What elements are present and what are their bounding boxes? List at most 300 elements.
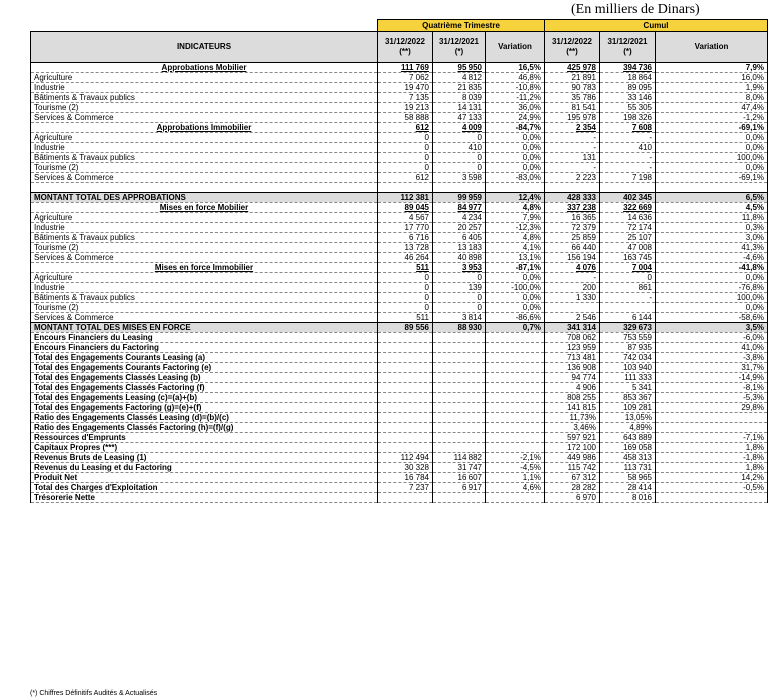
cell-value: 100,0% bbox=[656, 153, 768, 163]
cell-value: 3,5% bbox=[656, 323, 768, 333]
cell-value: 172 100 bbox=[545, 443, 600, 453]
cell-value: 7,9% bbox=[486, 213, 545, 223]
cell-value: 449 986 bbox=[545, 453, 600, 463]
cell-value: 4,89% bbox=[600, 423, 656, 433]
cell-value bbox=[600, 303, 656, 313]
table-row bbox=[31, 283, 768, 293]
cell-value bbox=[433, 393, 486, 403]
table-row bbox=[31, 343, 768, 353]
cell-value: -12,3% bbox=[486, 223, 545, 233]
cell-value bbox=[486, 393, 545, 403]
cell-value: -0,5% bbox=[656, 483, 768, 493]
cell-value bbox=[378, 363, 433, 373]
table-row bbox=[31, 83, 768, 93]
row-label: Mises en force Immobilier bbox=[31, 263, 378, 273]
cell-value: 0,0% bbox=[656, 273, 768, 283]
table-row bbox=[31, 373, 768, 383]
cell-value: 3,0% bbox=[656, 233, 768, 243]
cell-value: 643 889 bbox=[600, 433, 656, 443]
cell-value bbox=[486, 493, 545, 503]
cell-value bbox=[486, 373, 545, 383]
row-label: Trésorerie Nette bbox=[31, 493, 378, 503]
cell-value: 3 814 bbox=[433, 313, 486, 323]
cell-value bbox=[378, 333, 433, 343]
cell-value bbox=[656, 183, 768, 193]
cell-value bbox=[486, 383, 545, 393]
cell-value: - bbox=[600, 293, 656, 303]
cell-value bbox=[378, 493, 433, 503]
cell-value bbox=[600, 183, 656, 193]
cell-value bbox=[486, 423, 545, 433]
table-row bbox=[31, 393, 768, 403]
cell-value: 6 716 bbox=[378, 233, 433, 243]
cell-value: 16 607 bbox=[433, 473, 486, 483]
cell-value: 2 546 bbox=[545, 313, 600, 323]
cell-value: 7,9% bbox=[656, 63, 768, 73]
cell-value: 1,9% bbox=[656, 83, 768, 93]
cell-value: 114 882 bbox=[433, 453, 486, 463]
cell-value: 25 859 bbox=[545, 233, 600, 243]
cell-value: 0 bbox=[378, 163, 433, 173]
cell-value: -1,2% bbox=[656, 113, 768, 123]
cell-value: 394 736 bbox=[600, 63, 656, 73]
row-label: Total des Charges d'Exploitation bbox=[31, 483, 378, 493]
cell-value: 14 131 bbox=[433, 103, 486, 113]
cell-value bbox=[378, 383, 433, 393]
cell-value: 41,0% bbox=[656, 343, 768, 353]
cell-value: -5,3% bbox=[656, 393, 768, 403]
cell-value: -84,7% bbox=[486, 123, 545, 133]
row-label: Tourisme (2) bbox=[31, 103, 378, 113]
cell-value: 597 921 bbox=[545, 433, 600, 443]
cell-value: 24,9% bbox=[486, 113, 545, 123]
cell-value: 21 835 bbox=[433, 83, 486, 93]
cell-value: -6,0% bbox=[656, 333, 768, 343]
cell-value bbox=[486, 413, 545, 423]
cell-value: -76,8% bbox=[656, 283, 768, 293]
row-label: Total des Engagements Courants Factoring (e) bbox=[31, 363, 378, 373]
row-label: Services & Commerce bbox=[31, 253, 378, 263]
cell-value: 6,5% bbox=[656, 193, 768, 203]
table-row bbox=[31, 213, 768, 223]
table-row bbox=[31, 493, 768, 503]
cell-value: -58,6% bbox=[656, 313, 768, 323]
cell-value: 33 146 bbox=[600, 93, 656, 103]
cell-value: -8,1% bbox=[656, 383, 768, 393]
row-label: Bâtiments & Travaux publics bbox=[31, 293, 378, 303]
cell-value: 115 742 bbox=[545, 463, 600, 473]
cell-value: 0,3% bbox=[656, 223, 768, 233]
cell-value: -14,9% bbox=[656, 373, 768, 383]
cell-value: 198 326 bbox=[600, 113, 656, 123]
cell-value: 0,0% bbox=[486, 273, 545, 283]
unit-note: (En milliers de Dinars) bbox=[571, 2, 700, 17]
cell-value: 19 213 bbox=[378, 103, 433, 113]
table-body bbox=[31, 63, 768, 503]
row-label: Agriculture bbox=[31, 273, 378, 283]
cell-value: 4 567 bbox=[378, 213, 433, 223]
cell-value: 713 481 bbox=[545, 353, 600, 363]
row-label: Approbations Mobilier bbox=[31, 63, 378, 73]
cell-value: 12,4% bbox=[486, 193, 545, 203]
cell-value: 0 bbox=[378, 293, 433, 303]
cell-value: 16 365 bbox=[545, 213, 600, 223]
cell-value: 0 bbox=[433, 303, 486, 313]
cell-value bbox=[656, 413, 768, 423]
row-label: Bâtiments & Travaux publics bbox=[31, 153, 378, 163]
cell-value bbox=[486, 353, 545, 363]
group-header-q4: Quatrième Trimestre bbox=[378, 20, 545, 32]
cell-value: 742 034 bbox=[600, 353, 656, 363]
cell-value: 100,0% bbox=[656, 293, 768, 303]
row-label: Services & Commerce bbox=[31, 313, 378, 323]
table-row bbox=[31, 353, 768, 363]
cell-value: 4 812 bbox=[433, 73, 486, 83]
cell-value: 410 bbox=[433, 143, 486, 153]
cell-value bbox=[378, 393, 433, 403]
table-row bbox=[31, 123, 768, 133]
table-row bbox=[31, 193, 768, 203]
table-row bbox=[31, 93, 768, 103]
cell-value bbox=[433, 413, 486, 423]
cell-value bbox=[378, 433, 433, 443]
cell-value: 35 786 bbox=[545, 93, 600, 103]
cell-value: 0 bbox=[433, 273, 486, 283]
cell-value bbox=[433, 353, 486, 363]
table-row bbox=[31, 103, 768, 113]
cell-value: 7 237 bbox=[378, 483, 433, 493]
table-row bbox=[31, 473, 768, 483]
cell-value bbox=[545, 303, 600, 313]
header-blank bbox=[31, 20, 378, 32]
cell-value: 458 313 bbox=[600, 453, 656, 463]
cell-value: 87 935 bbox=[600, 343, 656, 353]
cell-value: 41,3% bbox=[656, 243, 768, 253]
cell-value: 58 965 bbox=[600, 473, 656, 483]
cell-value: 13,1% bbox=[486, 253, 545, 263]
cell-value: 6 917 bbox=[433, 483, 486, 493]
cell-value: 163 745 bbox=[600, 253, 656, 263]
cell-value: 139 bbox=[433, 283, 486, 293]
table-row bbox=[31, 153, 768, 163]
cell-value: 17 770 bbox=[378, 223, 433, 233]
cell-value: 16,0% bbox=[656, 73, 768, 83]
cell-value: 25 107 bbox=[600, 233, 656, 243]
cell-value: 4,5% bbox=[656, 203, 768, 213]
row-label: Total des Engagements Factoring (g)=(e)+(f) bbox=[31, 403, 378, 413]
cell-value: 341 314 bbox=[545, 323, 600, 333]
cell-value bbox=[656, 493, 768, 503]
table-row bbox=[31, 113, 768, 123]
cell-value: 3,46% bbox=[545, 423, 600, 433]
cell-value: -1,8% bbox=[656, 453, 768, 463]
table-row bbox=[31, 383, 768, 393]
cell-value: 95 950 bbox=[433, 63, 486, 73]
table-row bbox=[31, 173, 768, 183]
footnote: (*) Chiffres Définitifs Audités & Actualisés bbox=[30, 690, 158, 697]
row-label: Services & Commerce bbox=[31, 113, 378, 123]
cell-value: 47 008 bbox=[600, 243, 656, 253]
cell-value: 0,0% bbox=[486, 133, 545, 143]
table-row bbox=[31, 73, 768, 83]
row-label: MONTANT TOTAL DES MISES EN FORCE bbox=[31, 323, 378, 333]
cell-value: 0,0% bbox=[486, 153, 545, 163]
row-label: Agriculture bbox=[31, 213, 378, 223]
cell-value bbox=[486, 343, 545, 353]
cell-value: 31 747 bbox=[433, 463, 486, 473]
header-indicateurs: INDICATEURS bbox=[31, 32, 378, 63]
row-label: Total des Engagements Classés Factoring (f) bbox=[31, 383, 378, 393]
cell-value bbox=[433, 443, 486, 453]
table-row bbox=[31, 403, 768, 413]
row-label: Industrie bbox=[31, 83, 378, 93]
row-label: MONTANT TOTAL DES APPROBATIONS bbox=[31, 193, 378, 203]
table-row bbox=[31, 483, 768, 493]
cell-value: 4,1% bbox=[486, 243, 545, 253]
cell-value: 3 598 bbox=[433, 173, 486, 183]
cell-value: 7 004 bbox=[600, 263, 656, 273]
table-row bbox=[31, 243, 768, 253]
row-label: Services & Commerce bbox=[31, 173, 378, 183]
cell-value: 169 058 bbox=[600, 443, 656, 453]
table-row bbox=[31, 143, 768, 153]
cell-value: 337 238 bbox=[545, 203, 600, 213]
cell-value: 13,05% bbox=[600, 413, 656, 423]
cell-value: -10,8% bbox=[486, 83, 545, 93]
row-label: Revenus Bruts de Leasing (1) bbox=[31, 453, 378, 463]
row-label: Industrie bbox=[31, 223, 378, 233]
cell-value: 67 312 bbox=[545, 473, 600, 483]
cell-value: 0,0% bbox=[486, 293, 545, 303]
table-row bbox=[31, 163, 768, 173]
cell-value bbox=[486, 443, 545, 453]
cell-value: 7 198 bbox=[600, 173, 656, 183]
cell-value: 0,0% bbox=[656, 163, 768, 173]
cell-value: 113 731 bbox=[600, 463, 656, 473]
cell-value: 13 183 bbox=[433, 243, 486, 253]
cell-value: 141 815 bbox=[545, 403, 600, 413]
cell-value: 47,4% bbox=[656, 103, 768, 113]
cell-value: 84 977 bbox=[433, 203, 486, 213]
cell-value bbox=[378, 373, 433, 383]
cell-value: 5 341 bbox=[600, 383, 656, 393]
table-row bbox=[31, 303, 768, 313]
cell-value: 4,6% bbox=[486, 483, 545, 493]
cell-value: -4,5% bbox=[486, 463, 545, 473]
cell-value: - bbox=[600, 163, 656, 173]
cell-value: 11,73% bbox=[545, 413, 600, 423]
cell-value bbox=[378, 353, 433, 363]
table-row bbox=[31, 313, 768, 323]
cell-value: -2,1% bbox=[486, 453, 545, 463]
table-row bbox=[31, 453, 768, 463]
row-label: Encours Financiers du Leasing bbox=[31, 333, 378, 343]
cell-value: 29,8% bbox=[656, 403, 768, 413]
cell-value: 6 405 bbox=[433, 233, 486, 243]
row-label bbox=[31, 183, 378, 193]
cell-value: 708 062 bbox=[545, 333, 600, 343]
cell-value: 3 953 bbox=[433, 263, 486, 273]
cell-value: 195 978 bbox=[545, 113, 600, 123]
cell-value: - bbox=[545, 273, 600, 283]
cell-value: 410 bbox=[600, 143, 656, 153]
cell-value: 89 045 bbox=[378, 203, 433, 213]
row-label: Industrie bbox=[31, 143, 378, 153]
cell-value: 1 330 bbox=[545, 293, 600, 303]
cell-value: 1,1% bbox=[486, 473, 545, 483]
cell-value: 0,7% bbox=[486, 323, 545, 333]
cell-value bbox=[378, 423, 433, 433]
cell-value: 2 223 bbox=[545, 173, 600, 183]
indicators-table bbox=[30, 19, 768, 503]
cell-value: 7 062 bbox=[378, 73, 433, 83]
cell-value: 13 728 bbox=[378, 243, 433, 253]
cell-value bbox=[433, 333, 486, 343]
cell-value: 322 669 bbox=[600, 203, 656, 213]
cell-value bbox=[433, 383, 486, 393]
cell-value: 4 906 bbox=[545, 383, 600, 393]
table-row bbox=[31, 293, 768, 303]
table-row bbox=[31, 333, 768, 343]
cell-value: 90 783 bbox=[545, 83, 600, 93]
cell-value bbox=[433, 343, 486, 353]
cell-value: 0 bbox=[378, 283, 433, 293]
cell-value: 156 194 bbox=[545, 253, 600, 263]
cell-value: 66 440 bbox=[545, 243, 600, 253]
cell-value: 861 bbox=[600, 283, 656, 293]
cell-value: 1,8% bbox=[656, 463, 768, 473]
row-label: Bâtiments & Travaux publics bbox=[31, 233, 378, 243]
cell-value: 0 bbox=[433, 163, 486, 173]
cell-value bbox=[378, 413, 433, 423]
cell-value: 0 bbox=[600, 273, 656, 283]
cell-value: -4,6% bbox=[656, 253, 768, 263]
table-row bbox=[31, 443, 768, 453]
cell-value: 28 414 bbox=[600, 483, 656, 493]
cell-value: 112 494 bbox=[378, 453, 433, 463]
cell-value: 94 774 bbox=[545, 373, 600, 383]
cell-value bbox=[486, 183, 545, 193]
table-row bbox=[31, 63, 768, 73]
cell-value: 0 bbox=[378, 153, 433, 163]
cell-value: 853 367 bbox=[600, 393, 656, 403]
cell-value: 58 888 bbox=[378, 113, 433, 123]
cell-value: 55 305 bbox=[600, 103, 656, 113]
header-q4-variation: Variation bbox=[486, 32, 545, 63]
table-row bbox=[31, 413, 768, 423]
table-row bbox=[31, 273, 768, 283]
cell-value bbox=[433, 183, 486, 193]
row-label: Total des Engagements Leasing (c)=(a)+(b) bbox=[31, 393, 378, 403]
cell-value: 8 039 bbox=[433, 93, 486, 103]
table-row bbox=[31, 253, 768, 263]
cell-value: 36,0% bbox=[486, 103, 545, 113]
cell-value: 99 959 bbox=[433, 193, 486, 203]
header-cumul-2022: 31/12/2022 (**) bbox=[545, 32, 600, 63]
cell-value: 428 333 bbox=[545, 193, 600, 203]
row-label: Ressources d'Emprunts bbox=[31, 433, 378, 443]
cell-value: 402 345 bbox=[600, 193, 656, 203]
cell-value: 4,8% bbox=[486, 203, 545, 213]
row-label: Tourisme (2) bbox=[31, 163, 378, 173]
cell-value: 47 133 bbox=[433, 113, 486, 123]
cell-value: 11,8% bbox=[656, 213, 768, 223]
cell-value: 4,8% bbox=[486, 233, 545, 243]
cell-value: 131 bbox=[545, 153, 600, 163]
cell-value: 0 bbox=[433, 293, 486, 303]
row-label: Encours Financiers du Factoring bbox=[31, 343, 378, 353]
row-label: Agriculture bbox=[31, 73, 378, 83]
row-label: Capitaux Propres (***) bbox=[31, 443, 378, 453]
cell-value: 14 636 bbox=[600, 213, 656, 223]
row-label: Total des Engagements Courants Leasing (a) bbox=[31, 353, 378, 363]
cell-value bbox=[433, 363, 486, 373]
cell-value: 31,7% bbox=[656, 363, 768, 373]
cell-value: -83,0% bbox=[486, 173, 545, 183]
cell-value: 0,0% bbox=[656, 143, 768, 153]
cell-value: 0 bbox=[378, 133, 433, 143]
header-q4-2022: 31/12/2022 (**) bbox=[378, 32, 433, 63]
table-row bbox=[31, 323, 768, 333]
cell-value: - bbox=[600, 153, 656, 163]
cell-value: 612 bbox=[378, 173, 433, 183]
cell-value: 46,8% bbox=[486, 73, 545, 83]
cell-value: 0 bbox=[378, 143, 433, 153]
row-label: Ratio des Engagements Classés Leasing (d)=(b)/(c) bbox=[31, 413, 378, 423]
cell-value: 136 908 bbox=[545, 363, 600, 373]
cell-value bbox=[545, 183, 600, 193]
cell-value bbox=[378, 403, 433, 413]
cell-value: -3,8% bbox=[656, 353, 768, 363]
cell-value: 111 769 bbox=[378, 63, 433, 73]
cell-value: -69,1% bbox=[656, 123, 768, 133]
cell-value bbox=[433, 433, 486, 443]
cell-value: - bbox=[600, 133, 656, 143]
cell-value: 88 930 bbox=[433, 323, 486, 333]
header-q4-2021: 31/12/2021 (*) bbox=[433, 32, 486, 63]
cell-value: 7 608 bbox=[600, 123, 656, 133]
cell-value: 16,5% bbox=[486, 63, 545, 73]
table-row bbox=[31, 133, 768, 143]
cell-value: 109 281 bbox=[600, 403, 656, 413]
cell-value: 46 264 bbox=[378, 253, 433, 263]
cell-value: 0 bbox=[433, 153, 486, 163]
cell-value: 808 255 bbox=[545, 393, 600, 403]
table-row bbox=[31, 233, 768, 243]
cell-value: 89 095 bbox=[600, 83, 656, 93]
table-row bbox=[31, 463, 768, 473]
cell-value: 0,0% bbox=[656, 133, 768, 143]
cell-value: 329 673 bbox=[600, 323, 656, 333]
cell-value bbox=[433, 373, 486, 383]
cell-value: 72 174 bbox=[600, 223, 656, 233]
group-header-cumul: Cumul bbox=[545, 20, 768, 32]
cell-value bbox=[378, 443, 433, 453]
cell-value: 19 470 bbox=[378, 83, 433, 93]
cell-value: 112 381 bbox=[378, 193, 433, 203]
cell-value: - bbox=[545, 133, 600, 143]
cell-value: 200 bbox=[545, 283, 600, 293]
cell-value bbox=[433, 493, 486, 503]
cell-value: 0,0% bbox=[486, 143, 545, 153]
row-label: Approbations Immobilier bbox=[31, 123, 378, 133]
cell-value: 16 784 bbox=[378, 473, 433, 483]
row-label: Agriculture bbox=[31, 133, 378, 143]
cell-value: 1,8% bbox=[656, 443, 768, 453]
row-label: Ratio des Engagements Classés Factoring (h)=(f)/(g) bbox=[31, 423, 378, 433]
cell-value: 81 541 bbox=[545, 103, 600, 113]
row-label: Tourisme (2) bbox=[31, 243, 378, 253]
